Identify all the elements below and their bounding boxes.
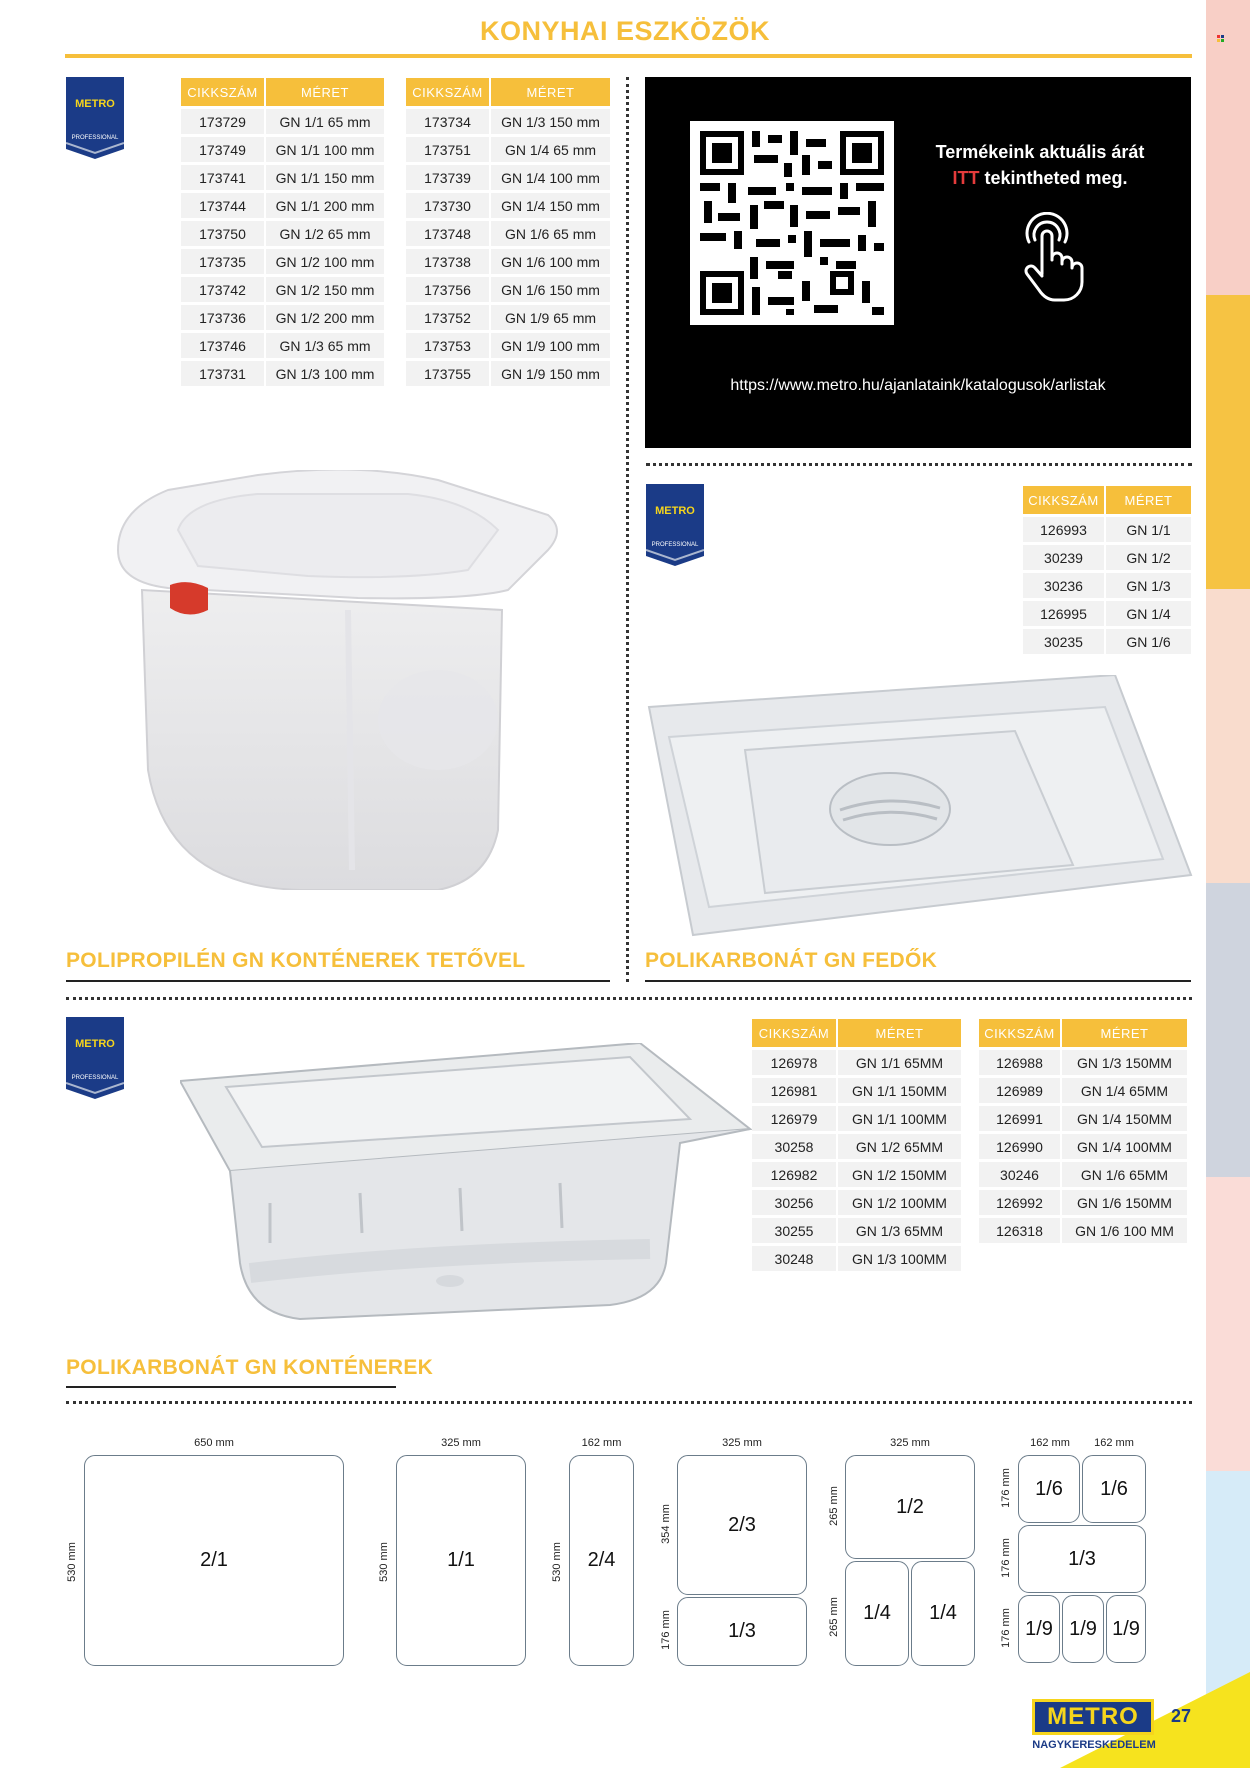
- table-row: [181, 305, 384, 330]
- item-code: 30255: [752, 1218, 838, 1243]
- divider-dots: [66, 1401, 1192, 1404]
- section-underline: [66, 980, 610, 982]
- item-size: GN 1/2 150MM: [838, 1162, 961, 1187]
- dim-height: 530 mm: [378, 1542, 390, 1582]
- gn-2-3-box: 2/3: [677, 1455, 807, 1595]
- section-title-pc: POLIKARBONÁT GN KONTÉNEREK: [66, 1356, 434, 1379]
- item-code: 126318: [979, 1218, 1062, 1243]
- metro-logo-subtitle: NAGYKERESKEDELEM: [1032, 1739, 1156, 1751]
- item-code: 173730: [406, 193, 491, 218]
- divider-dots: [646, 463, 1192, 466]
- item-size: GN 1/1 200 mm: [266, 193, 384, 218]
- qr-url-link[interactable]: https://www.metro.hu/ajanlataink/katalogusok/arlistak: [730, 377, 1106, 394]
- item-size: GN 1/1 150 mm: [266, 165, 384, 190]
- gn-1-9-box: 1/9: [1106, 1595, 1146, 1663]
- qr-itt-highlight[interactable]: ITT: [952, 168, 980, 188]
- pp-table-left: [181, 75, 384, 389]
- col-header-code: CIKKSZÁM: [406, 78, 491, 106]
- col-header-size: MÉRET: [266, 78, 384, 106]
- dim-width: 325 mm: [722, 1437, 762, 1449]
- col-header-code: CIKKSZÁM: [752, 1019, 838, 1047]
- pc-table-left: [752, 1016, 961, 1274]
- table-row: [752, 1050, 961, 1075]
- item-code: 173746: [181, 333, 266, 358]
- side-strip-peach: [1206, 589, 1250, 883]
- tap-hand-icon: [1015, 212, 1085, 302]
- table-row: [406, 193, 610, 218]
- item-code: 126993: [1023, 517, 1106, 542]
- col-header-size: MÉRET: [1062, 1019, 1187, 1047]
- item-size: GN 1/1 150MM: [838, 1078, 961, 1103]
- qr-caption-rest: tekintheted meg.: [979, 168, 1128, 188]
- item-code: 126992: [979, 1190, 1062, 1215]
- item-size: GN 1/6 65 mm: [491, 221, 610, 246]
- item-size: GN 1/1: [1106, 517, 1191, 542]
- dim-width: 162 mm: [1094, 1437, 1134, 1449]
- item-size: GN 1/3 150 mm: [491, 109, 610, 134]
- item-size: GN 1/1 65 mm: [266, 109, 384, 134]
- item-code: 30236: [1023, 573, 1106, 598]
- qr-caption-line2: [925, 165, 1155, 191]
- item-size: GN 1/2 65MM: [838, 1134, 961, 1159]
- dim-height: 176 mm: [1000, 1468, 1012, 1508]
- item-size: GN 1/2 150 mm: [266, 277, 384, 302]
- gn-1-9-box: 1/9: [1018, 1595, 1060, 1663]
- item-size: GN 1/1 100MM: [838, 1106, 961, 1131]
- item-size: GN 1/6 150 mm: [491, 277, 610, 302]
- svg-text:METRO: METRO: [75, 1038, 115, 1050]
- gn-2-4-box: 2/4: [569, 1455, 634, 1666]
- dim-width: 325 mm: [441, 1437, 481, 1449]
- table-row: [979, 1190, 1187, 1215]
- metro-professional-badge: [66, 1017, 124, 1099]
- item-code: 126990: [979, 1134, 1062, 1159]
- item-size: GN 1/2 100 mm: [266, 249, 384, 274]
- item-size: GN 1/2 65 mm: [266, 221, 384, 246]
- item-code: 126988: [979, 1050, 1062, 1075]
- table-row: [181, 221, 384, 246]
- gn-1-4-box: 1/4: [845, 1561, 909, 1666]
- item-code: 126978: [752, 1050, 838, 1075]
- item-code: 173741: [181, 165, 266, 190]
- divider-dots: [66, 997, 1192, 1000]
- table-row: [752, 1246, 961, 1271]
- dim-width: 162 mm: [581, 1437, 622, 1449]
- dim-height: 354 mm: [660, 1504, 672, 1544]
- table-row: [181, 333, 384, 358]
- dim-height: 265 mm: [828, 1597, 840, 1637]
- col-header-size: MÉRET: [1106, 486, 1191, 514]
- qr-promo-panel[interactable]: [645, 77, 1191, 448]
- item-size: GN 1/3 65MM: [838, 1218, 961, 1243]
- item-size: GN 1/3 100 mm: [266, 361, 384, 386]
- item-size: GN 1/1 65MM: [838, 1050, 961, 1075]
- table-row: [979, 1218, 1187, 1243]
- pp-container-photo: [108, 470, 568, 890]
- item-code: 30248: [752, 1246, 838, 1271]
- side-strip-rose: [1206, 1177, 1250, 1471]
- svg-text:METRO: METRO: [655, 505, 695, 517]
- table-row: [1023, 573, 1191, 598]
- side-strip-grey: [1206, 883, 1250, 1177]
- item-code: 30235: [1023, 629, 1106, 654]
- item-size: GN 1/2 100MM: [838, 1190, 961, 1215]
- item-code: 30256: [752, 1190, 838, 1215]
- item-code: 126989: [979, 1078, 1062, 1103]
- item-code: 126991: [979, 1106, 1062, 1131]
- item-code: 126982: [752, 1162, 838, 1187]
- item-size: GN 1/9 65 mm: [491, 305, 610, 330]
- metro-logo: METRO: [1032, 1699, 1154, 1735]
- table-row: [181, 165, 384, 190]
- dim-height: 176 mm: [1000, 1608, 1012, 1648]
- item-size: GN 1/3 150MM: [1062, 1050, 1187, 1075]
- item-code: 173729: [181, 109, 266, 134]
- item-size: GN 1/4 100MM: [1062, 1134, 1187, 1159]
- table-row: [406, 109, 610, 134]
- item-size: GN 1/9 100 mm: [491, 333, 610, 358]
- item-code: 173744: [181, 193, 266, 218]
- item-code: 30258: [752, 1134, 838, 1159]
- col-header-size: MÉRET: [838, 1019, 961, 1047]
- item-size: GN 1/4 100 mm: [491, 165, 610, 190]
- pc-table-right: [979, 1016, 1187, 1246]
- item-size: GN 1/2 200 mm: [266, 305, 384, 330]
- qr-caption-line1: Termékeink aktuális árát: [935, 142, 1145, 162]
- dim-height: 176 mm: [660, 1610, 672, 1650]
- pc-container-photo: [180, 1043, 752, 1323]
- table-row: [752, 1218, 961, 1243]
- table-row: [406, 277, 610, 302]
- item-size: GN 1/4 150 mm: [491, 193, 610, 218]
- side-strip-yellow: [1206, 295, 1250, 589]
- item-size: GN 1/4 65 mm: [491, 137, 610, 162]
- gn-1-3-box: 1/3: [677, 1597, 807, 1666]
- svg-text:METRO: METRO: [75, 98, 115, 110]
- gn-1-4-box: 1/4: [911, 1561, 975, 1666]
- item-code: 173735: [181, 249, 266, 274]
- qr-code[interactable]: [690, 121, 894, 325]
- item-size: GN 1/4 65MM: [1062, 1078, 1187, 1103]
- item-code: 173731: [181, 361, 266, 386]
- table-row: [181, 137, 384, 162]
- gn-1-9-box: 1/9: [1062, 1595, 1104, 1663]
- col-header-code: CIKKSZÁM: [181, 78, 266, 106]
- item-code: 173750: [181, 221, 266, 246]
- item-code: 30246: [979, 1162, 1062, 1187]
- table-row: [752, 1134, 961, 1159]
- item-size: GN 1/3 100MM: [838, 1246, 961, 1271]
- item-size: GN 1/6 100 mm: [491, 249, 610, 274]
- page-title: KONYHAI ESZKÖZÖK: [479, 16, 770, 46]
- item-code: 173734: [406, 109, 491, 134]
- table-row: [752, 1190, 961, 1215]
- table-row: [752, 1106, 961, 1131]
- item-code: 173756: [406, 277, 491, 302]
- table-row: [406, 165, 610, 190]
- dim-height: 265 mm: [828, 1486, 840, 1526]
- dim-width: 162 mm: [1030, 1437, 1070, 1449]
- table-row: [406, 249, 610, 274]
- table-row: [406, 361, 610, 386]
- svg-text:PROFESSIONAL: PROFESSIONAL: [651, 542, 699, 548]
- item-size: GN 1/4: [1106, 601, 1191, 626]
- table-row: [406, 221, 610, 246]
- title-underline: [65, 54, 1192, 58]
- col-header-size: MÉRET: [491, 78, 610, 106]
- item-size: GN 1/1 100 mm: [266, 137, 384, 162]
- col-header-code: CIKKSZÁM: [979, 1019, 1062, 1047]
- pp-table-right: [406, 75, 610, 389]
- dim-width: 650 mm: [194, 1437, 234, 1449]
- item-size: GN 1/2: [1106, 545, 1191, 570]
- item-code: 126995: [1023, 601, 1106, 626]
- item-code: 173738: [406, 249, 491, 274]
- item-size: GN 1/6 150MM: [1062, 1190, 1187, 1215]
- table-row: [1023, 601, 1191, 626]
- item-code: 30239: [1023, 545, 1106, 570]
- svg-text:PROFESSIONAL: PROFESSIONAL: [71, 135, 119, 141]
- item-code: 126981: [752, 1078, 838, 1103]
- item-size: GN 1/3: [1106, 573, 1191, 598]
- item-size: GN 1/6 65MM: [1062, 1162, 1187, 1187]
- item-code: 173755: [406, 361, 491, 386]
- table-row: [752, 1162, 961, 1187]
- table-row: [181, 361, 384, 386]
- section-underline: [66, 1386, 396, 1388]
- table-row: [181, 109, 384, 134]
- table-row: [181, 277, 384, 302]
- svg-text:PROFESSIONAL: PROFESSIONAL: [71, 1075, 119, 1081]
- gn-2-1-box: 2/1: [84, 1455, 344, 1666]
- lids-table: [1023, 483, 1191, 657]
- table-row: [979, 1106, 1187, 1131]
- table-row: [979, 1162, 1187, 1187]
- gn-1-1-box: 1/1: [396, 1455, 526, 1666]
- gn-1-2-box: 1/2: [845, 1455, 975, 1559]
- item-size: GN 1/6 100 MM: [1062, 1218, 1187, 1243]
- item-size: GN 1/9 150 mm: [491, 361, 610, 386]
- table-row: [406, 333, 610, 358]
- table-row: [752, 1078, 961, 1103]
- dim-width: 325 mm: [890, 1437, 930, 1449]
- item-code: 126979: [752, 1106, 838, 1131]
- table-row: [406, 305, 610, 330]
- table-row: [1023, 545, 1191, 570]
- pc-lid-photo: [645, 675, 1193, 937]
- table-row: [979, 1134, 1187, 1159]
- item-size: GN 1/4 150MM: [1062, 1106, 1187, 1131]
- dim-height: 530 mm: [551, 1542, 563, 1582]
- table-row: [181, 193, 384, 218]
- metro-professional-badge: [66, 77, 124, 159]
- gn-1-6-box: 1/6: [1082, 1455, 1146, 1523]
- item-size: GN 1/3 65 mm: [266, 333, 384, 358]
- section-title-lids: POLIKARBONÁT GN FEDŐK: [645, 949, 938, 972]
- gn-1-6-box: 1/6: [1018, 1455, 1080, 1523]
- qr-code-icon: [690, 121, 894, 325]
- qr-caption: [925, 139, 1155, 191]
- item-code: 173739: [406, 165, 491, 190]
- section-underline: [645, 980, 1191, 982]
- item-code: 173742: [181, 277, 266, 302]
- page-number: 27: [1171, 1706, 1192, 1726]
- table-row: [979, 1050, 1187, 1075]
- dim-height: 176 mm: [1000, 1538, 1012, 1578]
- col-header-code: CIKKSZÁM: [1023, 486, 1106, 514]
- item-size: GN 1/6: [1106, 629, 1191, 654]
- item-code: 173748: [406, 221, 491, 246]
- table-row: [1023, 517, 1191, 542]
- item-code: 173751: [406, 137, 491, 162]
- table-row: [979, 1078, 1187, 1103]
- dim-height: 530 mm: [66, 1542, 78, 1582]
- table-row: [1023, 629, 1191, 654]
- column-divider: [626, 77, 629, 982]
- item-code: 173749: [181, 137, 266, 162]
- section-title-pp: POLIPROPILÉN GN KONTÉNEREK TETŐVEL: [66, 949, 526, 972]
- metro-professional-badge: [646, 484, 704, 566]
- gn-1-3-box: 1/3: [1018, 1525, 1146, 1593]
- table-row: [181, 249, 384, 274]
- item-code: 173752: [406, 305, 491, 330]
- item-code: 173736: [181, 305, 266, 330]
- item-code: 173753: [406, 333, 491, 358]
- table-row: [406, 137, 610, 162]
